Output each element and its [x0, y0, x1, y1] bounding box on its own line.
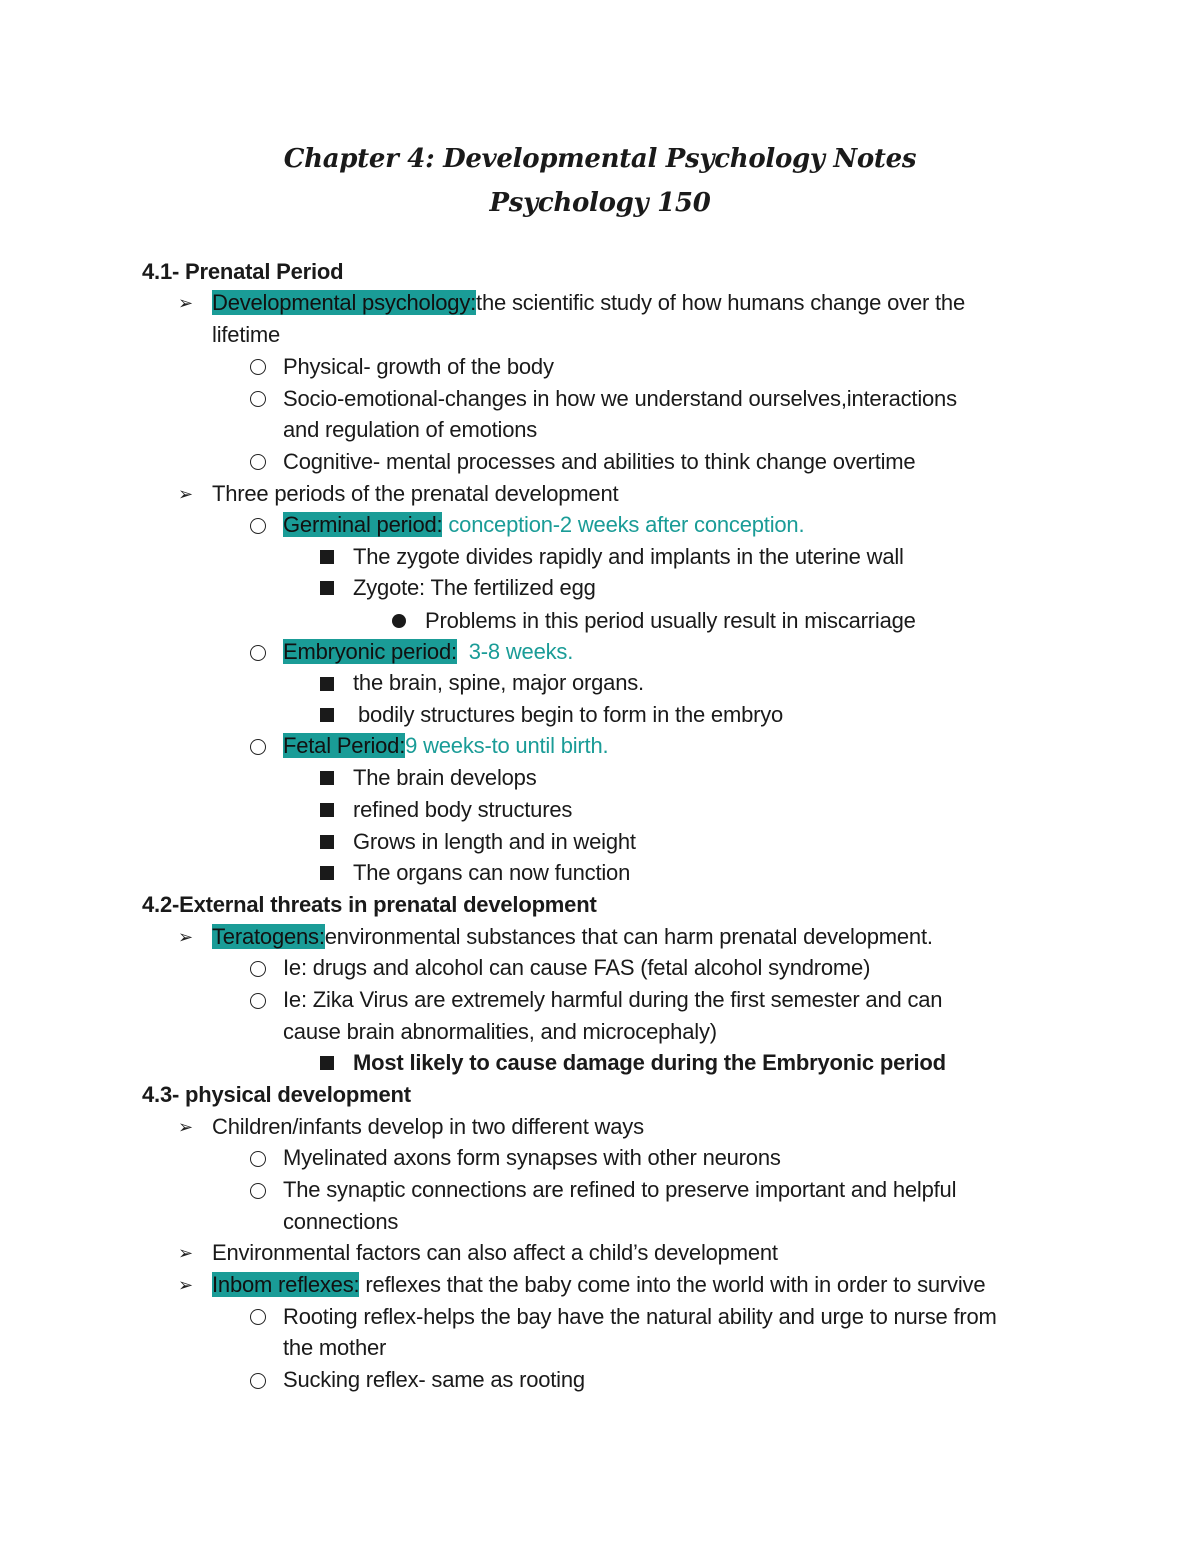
list-item: Sucking reflex- same as rooting — [283, 1367, 585, 1392]
circle-bullet-icon — [250, 1309, 266, 1325]
list-item — [212, 1270, 985, 1300]
circle-bullet-icon — [250, 645, 266, 661]
list-item: Environmental factors can also affect a child’s development — [212, 1240, 778, 1265]
arrow-bullet-icon: ➢ — [178, 293, 194, 313]
square-bullet-icon — [320, 835, 334, 849]
section-heading-4-1: 4.1- Prenatal Period — [142, 259, 344, 284]
list-item — [212, 288, 965, 318]
list-item: Zygote: The fertilized egg — [353, 575, 596, 600]
arrow-bullet-icon: ➢ — [178, 927, 194, 947]
term-highlight: Germinal period: — [283, 512, 443, 537]
list-item-continuation: and regulation of emotions — [283, 417, 538, 442]
list-item: Three periods of the prenatal development — [212, 481, 619, 506]
list-item: Myelinated axons form synapses with other neurons — [283, 1145, 781, 1170]
list-item — [283, 637, 573, 667]
circle-bullet-icon — [250, 359, 266, 375]
dot-bullet-icon — [392, 614, 406, 628]
list-item — [283, 510, 804, 540]
list-item: Ie: Zika Virus are extremely harmful during the first semester and can — [283, 987, 943, 1012]
square-bullet-icon — [320, 803, 334, 817]
definition-text: the scientific study of how humans change over the — [476, 290, 966, 315]
circle-bullet-icon — [250, 454, 266, 470]
list-item: The brain develops — [353, 765, 537, 790]
square-bullet-icon — [320, 771, 334, 785]
term-highlight: Embryonic period: — [283, 639, 457, 664]
term-highlight: Inbom reflexes: — [212, 1272, 360, 1297]
circle-bullet-icon — [250, 1151, 266, 1167]
definition-text: 3-8 weeks. — [468, 639, 574, 664]
circle-bullet-icon — [250, 993, 266, 1009]
list-item-continuation: lifetime — [212, 322, 281, 347]
list-item: The organs can now function — [353, 860, 631, 885]
list-item — [212, 922, 933, 952]
list-item-continuation: the mother — [283, 1335, 387, 1360]
definition-text: 9 weeks-to until birth. — [405, 733, 609, 758]
term-highlight: Teratogens: — [212, 924, 325, 949]
term-highlight: Fetal Period: — [283, 733, 406, 758]
list-item: Children/infants develop in two different ways — [212, 1114, 644, 1139]
arrow-bullet-icon: ➢ — [178, 1275, 194, 1295]
list-item: Most likely to cause damage during the Embryonic period — [353, 1050, 946, 1075]
list-item: refined body structures — [353, 797, 573, 822]
square-bullet-icon — [320, 708, 334, 722]
square-bullet-icon — [320, 581, 334, 595]
list-item: Ie: drugs and alcohol can cause FAS (fetal alcohol syndrome) — [283, 955, 871, 980]
square-bullet-icon — [320, 677, 334, 691]
list-item: The zygote divides rapidly and implants in the uterine wall — [353, 544, 904, 569]
list-item: Rooting reflex-helps the bay have the natural ability and urge to nurse from — [283, 1304, 997, 1329]
list-item: the brain, spine, major organs. — [353, 670, 644, 695]
list-item-continuation: connections — [283, 1209, 399, 1234]
square-bullet-icon — [320, 1056, 334, 1070]
circle-bullet-icon — [250, 518, 266, 534]
arrow-bullet-icon: ➢ — [178, 1117, 194, 1137]
list-item: Socio-emotional-changes in how we understand ourselves,interactions — [283, 386, 957, 411]
arrow-bullet-icon: ➢ — [178, 1243, 194, 1263]
section-heading-4-2: 4.2-External threats in prenatal development — [142, 892, 597, 917]
definition-text: conception-2 weeks after conception. — [448, 512, 805, 537]
page-subtitle: Psychology 150 — [489, 188, 711, 218]
term-highlight: Developmental psychology: — [212, 290, 477, 315]
circle-bullet-icon — [250, 739, 266, 755]
definition-text: reflexes that the baby come into the world with in order to survive — [365, 1272, 986, 1297]
section-heading-4-3: 4.3- physical development — [142, 1082, 411, 1107]
list-item: The synaptic connections are refined to preserve important and helpful — [283, 1177, 957, 1202]
definition-text: environmental substances that can harm prenatal development. — [324, 924, 933, 949]
page-title: Chapter 4: Developmental Psychology Notes — [283, 144, 917, 174]
circle-bullet-icon — [250, 961, 266, 977]
circle-bullet-icon — [250, 391, 266, 407]
circle-bullet-icon — [250, 1183, 266, 1199]
arrow-bullet-icon: ➢ — [178, 484, 194, 504]
list-item: Problems in this period usually result in miscarriage — [425, 608, 916, 633]
square-bullet-icon — [320, 866, 334, 880]
list-item-continuation: cause brain abnormalities, and microcephaly) — [283, 1019, 717, 1044]
list-item: Cognitive- mental processes and abilities to think change overtime — [283, 449, 916, 474]
circle-bullet-icon — [250, 1373, 266, 1389]
list-item — [283, 731, 608, 761]
list-item: bodily structures begin to form in the embryo — [358, 702, 784, 727]
square-bullet-icon — [320, 550, 334, 564]
list-item: Physical- growth of the body — [283, 354, 554, 379]
list-item: Grows in length and in weight — [353, 829, 636, 854]
